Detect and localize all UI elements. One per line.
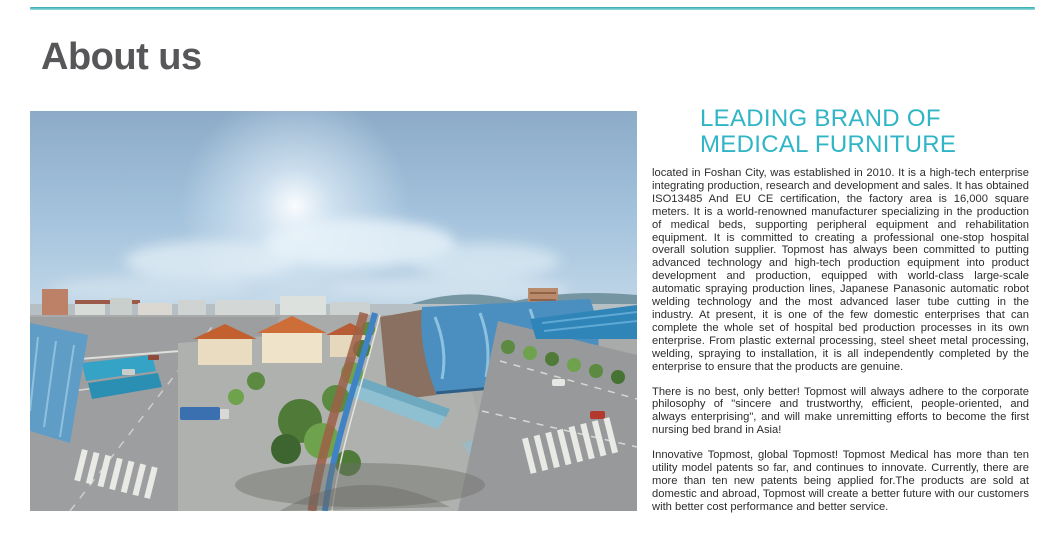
factory-panorama-illustration — [30, 111, 637, 511]
section-heading-line-1: LEADING BRAND OF — [700, 105, 941, 132]
section-heading-line-2: MEDICAL FURNITURE — [700, 131, 957, 158]
factory-panorama-image — [30, 111, 637, 511]
about-text-column — [652, 106, 1029, 526]
about-paragraph-3: Innovative Topmost, global Topmost! Topmost Medical has more than ten utility model patents so far, and continues to innovate. Currently, there are more than ten new patents being applied for.The products are sold at domestic and abroad, Topmost will create a better future with our customers with better cost performance and better service. — [652, 449, 1029, 513]
top-divider-line — [30, 7, 1035, 10]
about-paragraph-1: located in Foshan City, was established in 2010. It is a high-tech enterprise integrating production, research and development and sales. It has obtained ISO13485 And EU CE certification, the factory area is 16,000 square meters. It is a world-renowned manufacturer specializing in the production of medical beds, supporting peripheral equipment and rehabilitation equipment. It is committed to creating a professional one-stop hospital overall solution supplier. Topmost has always been committed to putting advanced technology and high-tech production equipment into product development and production, equipped with world-class large-scale automatic spraying production lines, Japanese Panasonic automatic robot welding technology and the most advanced laser tube cutting in the industry. At present, it is one of the few domestic enterprises that can complete the whole set of hospital bed production processes in its own enterprise. From plastic external processing, steel sheet metal processing, welding, spraying to installation, it is all independently completed by the enterprise to ensure that the products are genuine. — [652, 167, 1029, 373]
page-title: About us — [41, 36, 202, 78]
section-heading — [652, 106, 1029, 158]
about-paragraph-2: There is no best, only better! Topmost will always adhere to the corporate philosophy of "sincere and trustworthy, efficient, people-oriented, and always enterprising", and will make unremitting efforts to become the first nursing bed brand in Asia! — [652, 385, 1029, 437]
